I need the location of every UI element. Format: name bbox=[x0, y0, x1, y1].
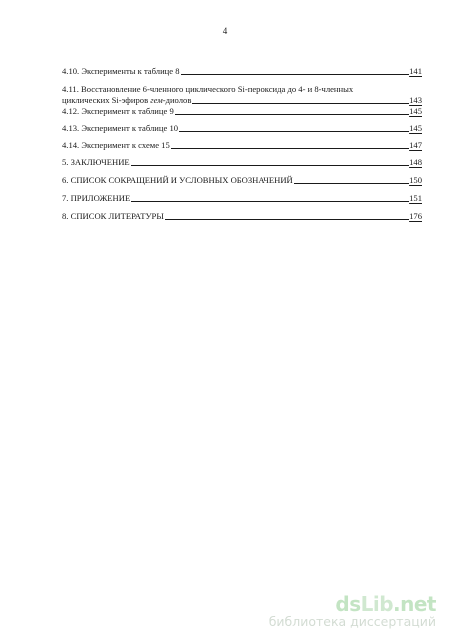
toc-entry-title: 4.13. Эксперимент к таблице 10 bbox=[62, 123, 179, 133]
toc-entry-title: 5. ЗАКЛЮЧЕНИЕ bbox=[62, 157, 130, 167]
watermark-tagline: библиотека диссертаций bbox=[268, 613, 436, 629]
toc-entry[interactable] bbox=[62, 84, 422, 106]
toc-entry-title: 7. ПРИЛОЖЕНИЕ bbox=[62, 193, 131, 203]
toc-entry-title: 4.12. Эксперимент к таблице 9 bbox=[62, 106, 174, 116]
toc-entry-page: 141 bbox=[409, 66, 422, 76]
toc-entry-title: 6. СПИСОК СОКРАЩЕНИЙ И УСЛОВНЫХ ОБОЗНАЧЕНИЙ bbox=[62, 175, 293, 185]
toc-entry[interactable] bbox=[62, 140, 422, 151]
toc-leader-line bbox=[294, 182, 409, 184]
toc-leader-line bbox=[175, 113, 409, 115]
page-number: 4 bbox=[222, 26, 228, 36]
dslib-logo: dsLib.net bbox=[335, 591, 436, 616]
toc-entry-page: 147 bbox=[409, 140, 422, 150]
toc-leader-line bbox=[131, 164, 409, 166]
toc-entry[interactable] bbox=[62, 175, 422, 186]
toc-entry-title-line2: циклических Si-эфиров гем-диолов bbox=[62, 95, 192, 105]
toc-entry-page: 176 bbox=[409, 211, 422, 221]
toc-entry[interactable] bbox=[62, 123, 422, 134]
dslib-watermark bbox=[268, 591, 436, 629]
toc-entry-title: 4.10. Эксперименты к таблице 8 bbox=[62, 66, 180, 76]
toc-leader-line bbox=[181, 73, 410, 75]
toc-entry[interactable] bbox=[62, 106, 422, 117]
table-of-contents bbox=[62, 66, 422, 222]
toc-entry-page: 151 bbox=[409, 193, 422, 203]
toc-entry-page: 143 bbox=[409, 95, 422, 105]
toc-entry-title-line1: 4.11. Восстановление 6-членного циклического Si-пероксида до 4- и 8-членных bbox=[62, 84, 354, 94]
toc-leader-line bbox=[179, 130, 409, 132]
toc-entry-page: 145 bbox=[409, 123, 422, 133]
toc-entry-page: 145 bbox=[409, 106, 422, 116]
toc-entry-page: 148 bbox=[409, 157, 422, 167]
toc-entry-title: 8. СПИСОК ЛИТЕРАТУРЫ bbox=[62, 211, 164, 221]
toc-entry[interactable] bbox=[62, 193, 422, 204]
toc-entry[interactable] bbox=[62, 157, 422, 168]
toc-entry[interactable] bbox=[62, 66, 422, 77]
toc-entry-title: 4.14. Эксперимент к схеме 15 bbox=[62, 140, 170, 150]
toc-entry[interactable] bbox=[62, 211, 422, 222]
toc-leader-line bbox=[131, 200, 409, 202]
toc-leader-line bbox=[165, 218, 409, 220]
toc-leader-line bbox=[171, 147, 409, 149]
toc-leader-line bbox=[192, 102, 409, 104]
toc-entry-page: 150 bbox=[409, 175, 422, 185]
